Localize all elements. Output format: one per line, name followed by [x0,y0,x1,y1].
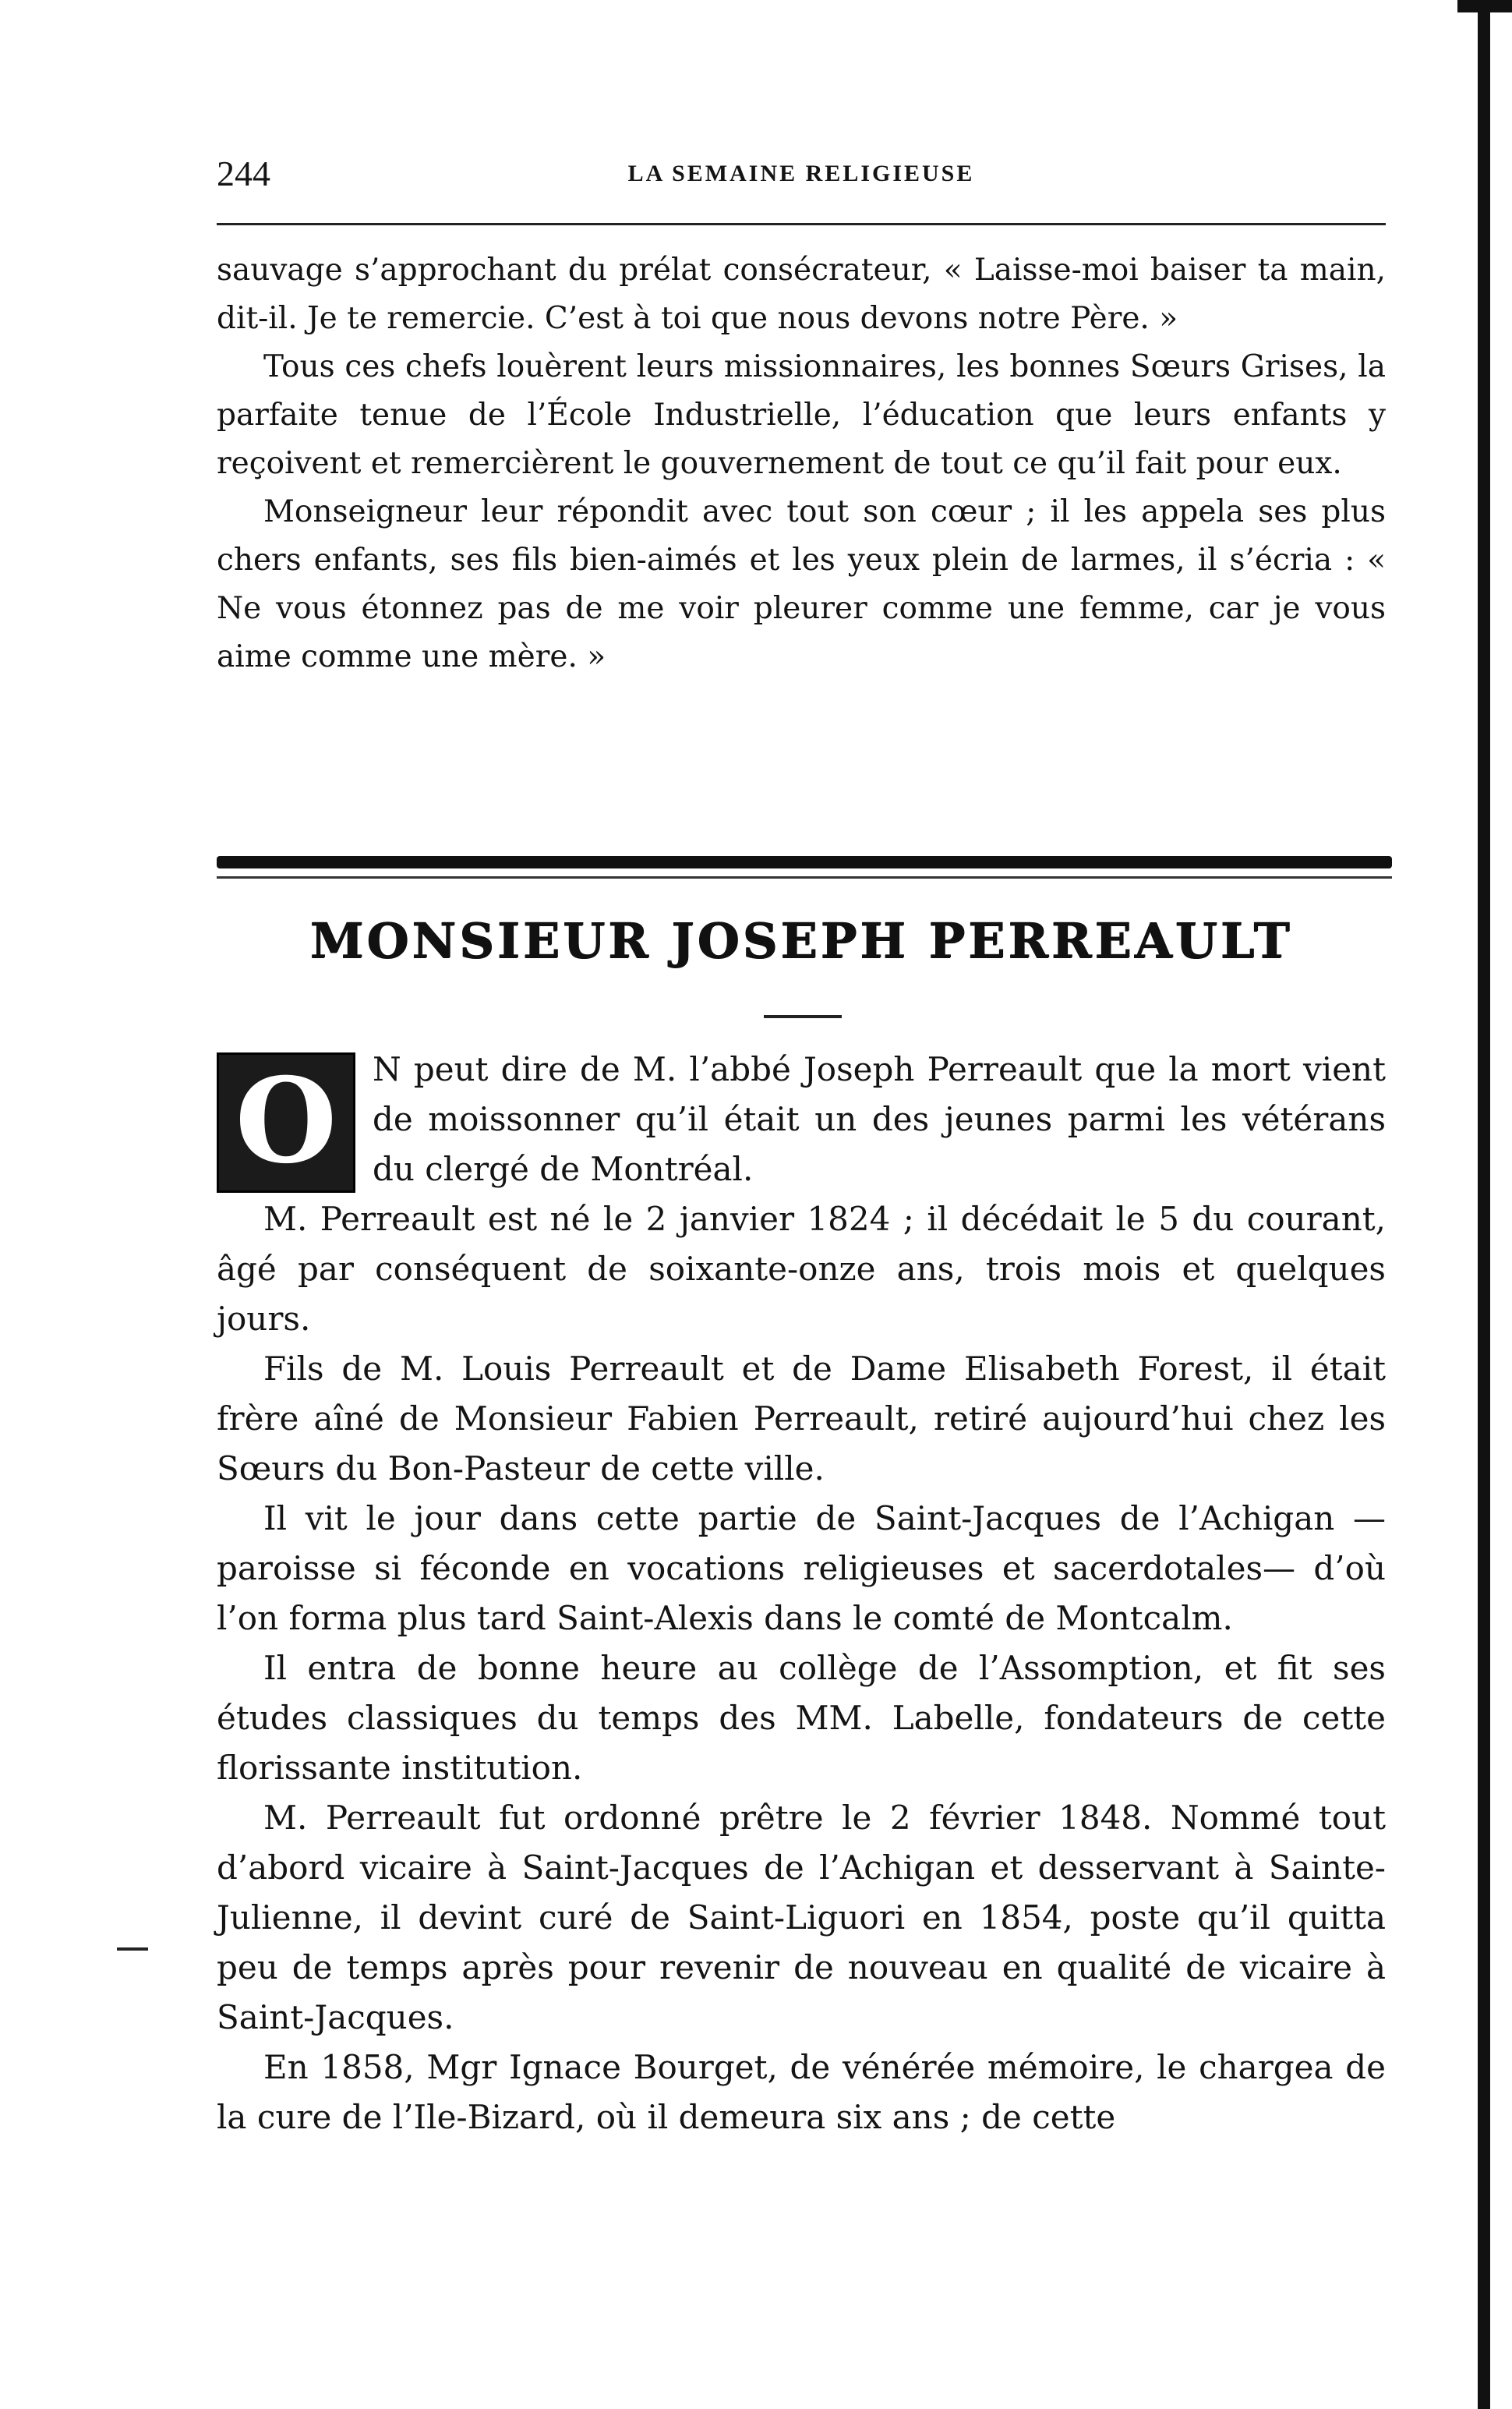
opening-paragraph: N peut dire de M. l’abbé Joseph Perreault que la mort vient de moissonner qu’il était un des jeunes parmi les vétérans du clergé de Montréal. [373,1050,1386,1188]
previous-article-text [217,246,1386,681]
paragraph: Tous ces chefs louèrent leurs missionnaires, les bonnes Sœurs Grises, la parfaite tenue de l’École Industrielle, l’éducation que leurs enfants y reçoivent et remercièrent le gouvernement de tout ce qu’il fait pour eux. [217,349,1386,481]
paragraph: sauvage s’approchant du prélat consécrateur, « Laisse-moi baiser ta main, dit-il. Je te remercie. C’est à toi que nous devons notre Père. » [217,253,1386,336]
section-divider-thin [217,876,1392,879]
article-title: MONSIEUR JOSEPH PERREAULT [309,912,1293,969]
drop-cap-letter: O [235,1052,337,1190]
paragraph: Il entra de bonne heure au collège de l’Assomption, et fit ses études classiques du temps des MM. Labelle, fondateurs de cette florissante institution. [217,1649,1386,1787]
title-dash [764,1015,842,1018]
page-edge-top [1457,0,1512,12]
header-rule [217,223,1386,225]
section-divider [217,856,1392,868]
drop-cap-initial [217,1052,355,1193]
paragraph: M. Perreault est né le 2 janvier 1824 ; il décédait le 5 du courant, âgé par conséquent de soixante-onze ans, trois mois et quelques jours. [217,1200,1386,1338]
paragraph: Monseigneur leur répondit avec tout son cœur ; il les appela ses plus chers enfants, ses fils bien-aimés et les yeux plein de larmes, il s’écria : « Ne vous étonnez pas de me voir pleurer comme une femme, car je vous aime comme une mère. » [217,494,1386,674]
paragraph: Il vit le jour dans cette partie de Saint-Jacques de l’Achigan —paroisse si féconde en vocations religieuses et sacerdotales— d’où l’on forma plus tard Saint-Alexis dans le comté de Montcalm. [217,1499,1386,1637]
running-title: LA SEMAINE RELIGIEUSE [627,161,975,186]
paragraph: Fils de M. Louis Perreault et de Dame Elisabeth Forest, il était frère aîné de Monsieur Fabien Perreault, retiré aujourd’hui chez les Sœurs du Bon-Pasteur de cette ville. [217,1350,1386,1487]
paragraph: En 1858, Mgr Ignace Bourget, de vénérée mémoire, le chargea de la cure de l’Ile-Bizard, où il demeura six ans ; de cette [217,2048,1386,2136]
paragraph: M. Perreault fut ordonné prêtre le 2 février 1848. Nommé tout d’abord vicaire à Saint-Jacques de l’Achigan et desservant à Sainte-Julienne, il devint curé de Saint-Liguori en 1854, poste qu’il quitta peu de temps après pour revenir de nouveau en qualité de vicaire à Saint-Jacques. [217,1799,1386,2036]
margin-mark [117,1947,148,1951]
page-edge [1478,0,1490,2409]
page-number: 244 [217,154,270,193]
article-body [217,1045,1386,2142]
page-header [217,153,1386,200]
